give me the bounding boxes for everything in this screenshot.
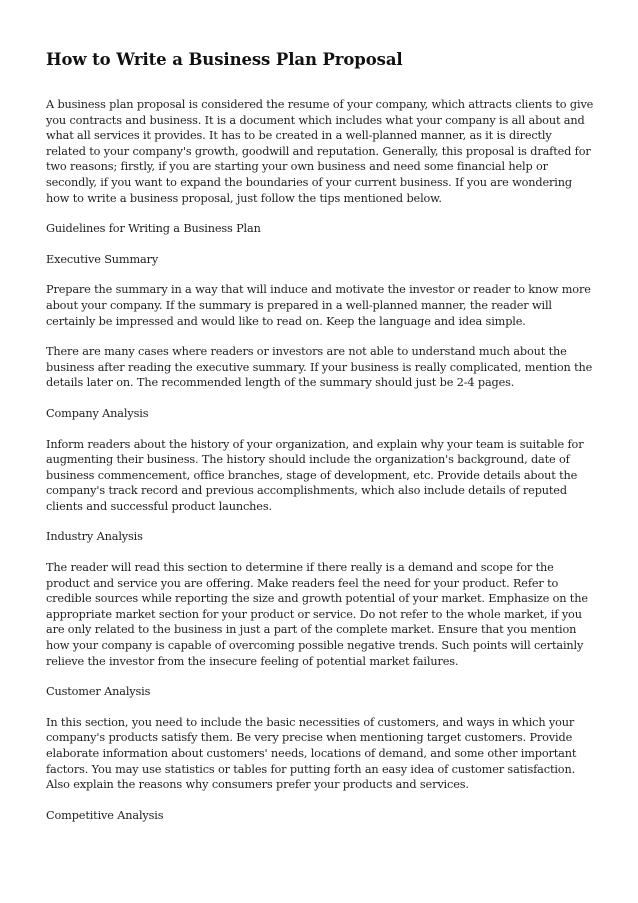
guidelines-heading: Guidelines for Writing a Business Plan — [46, 222, 261, 236]
section-heading-customer-analysis: Customer Analysis — [46, 685, 151, 699]
section-heading-company-analysis: Company Analysis — [46, 406, 149, 420]
intro-paragraph: A business plan proposal is considered the resume of your company, which attracts clients to give you contracts and business. It is a document which includes what your company is all about and what all services it provides. It has to be created in a well-planned manner, as it is directly related to your company's growth, goodwill and reputation. Generally, this proposal is drafted for two reasons; firstly, if you are starting your own business and need some financial help or secondly, if you want to expand the boundaries of your current business. If you are wondering how to write a business proposal, just follow the tips mentioned below. — [46, 98, 594, 205]
document-title: How to Write a Business Plan Proposal — [46, 50, 403, 69]
section-heading-executive-summary: Executive Summary — [46, 252, 159, 266]
executive-summary-paragraph-2: There are many cases where readers or investors are not able to understand much about the business after reading the executive summary. If your business is really complicated, mention the details later on. The recommended length of the summary should just be 2-4 pages. — [46, 345, 593, 390]
section-heading-industry-analysis: Industry Analysis — [46, 530, 143, 544]
section-heading-competitive-analysis: Competitive Analysis — [46, 808, 164, 822]
company-analysis-paragraph: Inform readers about the history of your organization, and explain why your team is suitable for augmenting their business. The history should include the organization's background, date of business commencement, office branches, stage of development, etc. Provide details about the company's track record and previous accomplishments, which also include details of reputed clients and successful product launches. — [46, 437, 584, 513]
industry-analysis-paragraph: The reader will read this section to determine if there really is a demand and scope for the product and service you are offering. Make readers feel the need for your product. Refer to credible sources while reporting the size and growth potential of your market. Emphasize on the appropriate market section for your product or service. Do not refer to the whole market, if you are only related to the business in just a part of the complete market. Ensure that you mention how your company is capable of overcoming possible negative trends. Such points will certainly relieve the investor from the insecure feeling of potential market failures. — [46, 561, 588, 668]
executive-summary-paragraph-1: Prepare the summary in a way that will induce and motivate the investor or reader to know more about your company. If the summary is prepared in a well-planned manner, the reader will certainly be impressed and would like to read on. Keep the language and idea simple. — [46, 283, 591, 328]
customer-analysis-paragraph: In this section, you need to include the basic necessities of customers, and ways in which your company's products satisfy them. Be very precise when mentioning target customers. Provide elaborate information about customers' needs, locations of demand, and some other important factors. You may use statistics or tables for putting forth an easy idea of customer satisfaction. Also explain the reasons why consumers prefer your products and services. — [46, 715, 577, 792]
